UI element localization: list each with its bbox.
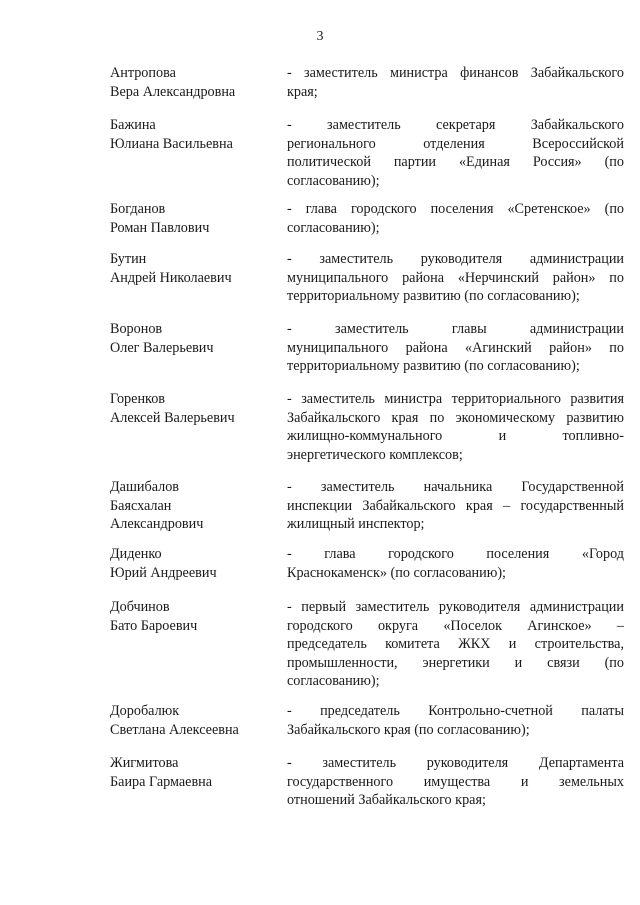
member-role [287,545,624,582]
member-name-line: Добчинов [110,599,170,615]
member-role-line: - заместитель секретаря Забайкальского [287,117,624,133]
member-role-line: территориальному развитию (по согласованию); [287,288,580,304]
member-role [287,64,624,101]
member-role-line: Забайкальского края (по согласованию); [287,721,530,738]
member-name-line: Роман Павлович [110,219,210,236]
member-name-line: Жигмитова [110,755,179,771]
member-name-line: Юрий Андреевич [110,564,217,581]
member-role [287,250,624,306]
member-role-line: - заместитель главы администрации [287,321,624,337]
member-name-line: Антропова [110,65,176,81]
member-name-line: Андрей Николаевич [110,269,232,286]
member-role-line: инспекции Забайкальского края – государственный [287,497,624,514]
member-role-line: Краснокаменск» (по согласованию); [287,564,506,581]
member-role-line: Забайкальского края по экономическому развитию [287,409,624,426]
member-name-line: Доробалюк [110,703,180,719]
member-name [110,200,280,237]
member-role [287,598,624,691]
member-role-line: регионального отделения Всероссийской [287,135,624,152]
member-role-line: энергетического комплексов; [287,446,463,463]
member-name [110,250,280,287]
member-name-line: Юлиана Васильевна [110,135,233,152]
member-name-line: Богданов [110,201,166,217]
page-number: 3 [316,29,324,44]
member-role-line: согласованию); [287,219,380,236]
member-role-line: промышленности, энергетики и связи (по [287,654,624,671]
member-role-line: края; [287,83,318,100]
member-role-line: жилищно-коммунального и топливно- [287,428,624,444]
member-name [110,702,280,739]
member-role-line: - глава городского поселения «Город [287,546,624,562]
member-name [110,320,280,357]
member-role [287,320,624,376]
member-role-line: - заместитель начальника Государственной [287,479,624,495]
member-role-line: - председатель Контрольно-счетной палаты [287,703,624,719]
member-role-line: политической партии «Единая Россия» (по [287,154,624,170]
member-name-line: Баира Гармаевна [110,773,213,790]
member-name [110,545,280,582]
member-role-line: территориальному развитию (по согласованию); [287,358,580,374]
member-name [110,598,280,635]
member-role [287,478,624,534]
member-role-line: согласованию); [287,172,380,189]
member-role-line: - заместитель министра территориального развития [287,391,624,407]
member-name [110,64,280,101]
member-role-line: жилищный инспектор; [287,516,425,532]
member-role-line: городского округа «Поселок Агинское» – [287,617,624,634]
member-role-line: муниципального района «Агинский район» по [287,339,624,356]
member-role [287,702,624,739]
member-role-line: согласованию); [287,673,380,689]
member-name-line: Диденко [110,546,162,562]
member-role-line: отношений Забайкальского края; [287,792,486,808]
member-name-line: Алексей Валерьевич [110,409,235,426]
member-name-line: Олег Валерьевич [110,339,214,356]
member-name [110,478,280,534]
member-role-line: - первый заместитель руководителя администрации [287,599,624,615]
member-name-line: Светлана Алексеевна [110,721,239,738]
member-role [287,390,624,464]
member-name [110,754,280,791]
member-role-line: председатель комитета ЖКХ и строительства, [287,636,624,652]
member-role-line: - заместитель руководителя администрации [287,251,624,267]
member-name-line: Бажина [110,117,156,133]
member-role-line: - заместитель министра финансов Забайкальского [287,65,624,81]
member-name-line: Воронов [110,321,163,337]
member-name-line: Дашибалов [110,479,180,495]
member-role-line: - заместитель руководителя Департамента [287,755,624,771]
member-name-line: Вера Александровна [110,83,236,100]
member-name-line: Александрович [110,516,204,532]
member-name-line: Бутин [110,251,147,267]
member-name-line: Горенков [110,391,165,407]
member-role-line: - глава городского поселения «Сретенское» (по [287,201,624,217]
member-role [287,200,624,237]
member-role [287,116,624,190]
member-role-line: государственного имущества и земельных [287,773,624,790]
member-role-line: муниципального района «Нерчинский район» по [287,269,624,286]
member-role [287,754,624,810]
member-name-line: Бато Бароевич [110,617,198,634]
member-name-line: Баясхалан [110,497,172,514]
member-name [110,390,280,427]
member-name [110,116,280,153]
